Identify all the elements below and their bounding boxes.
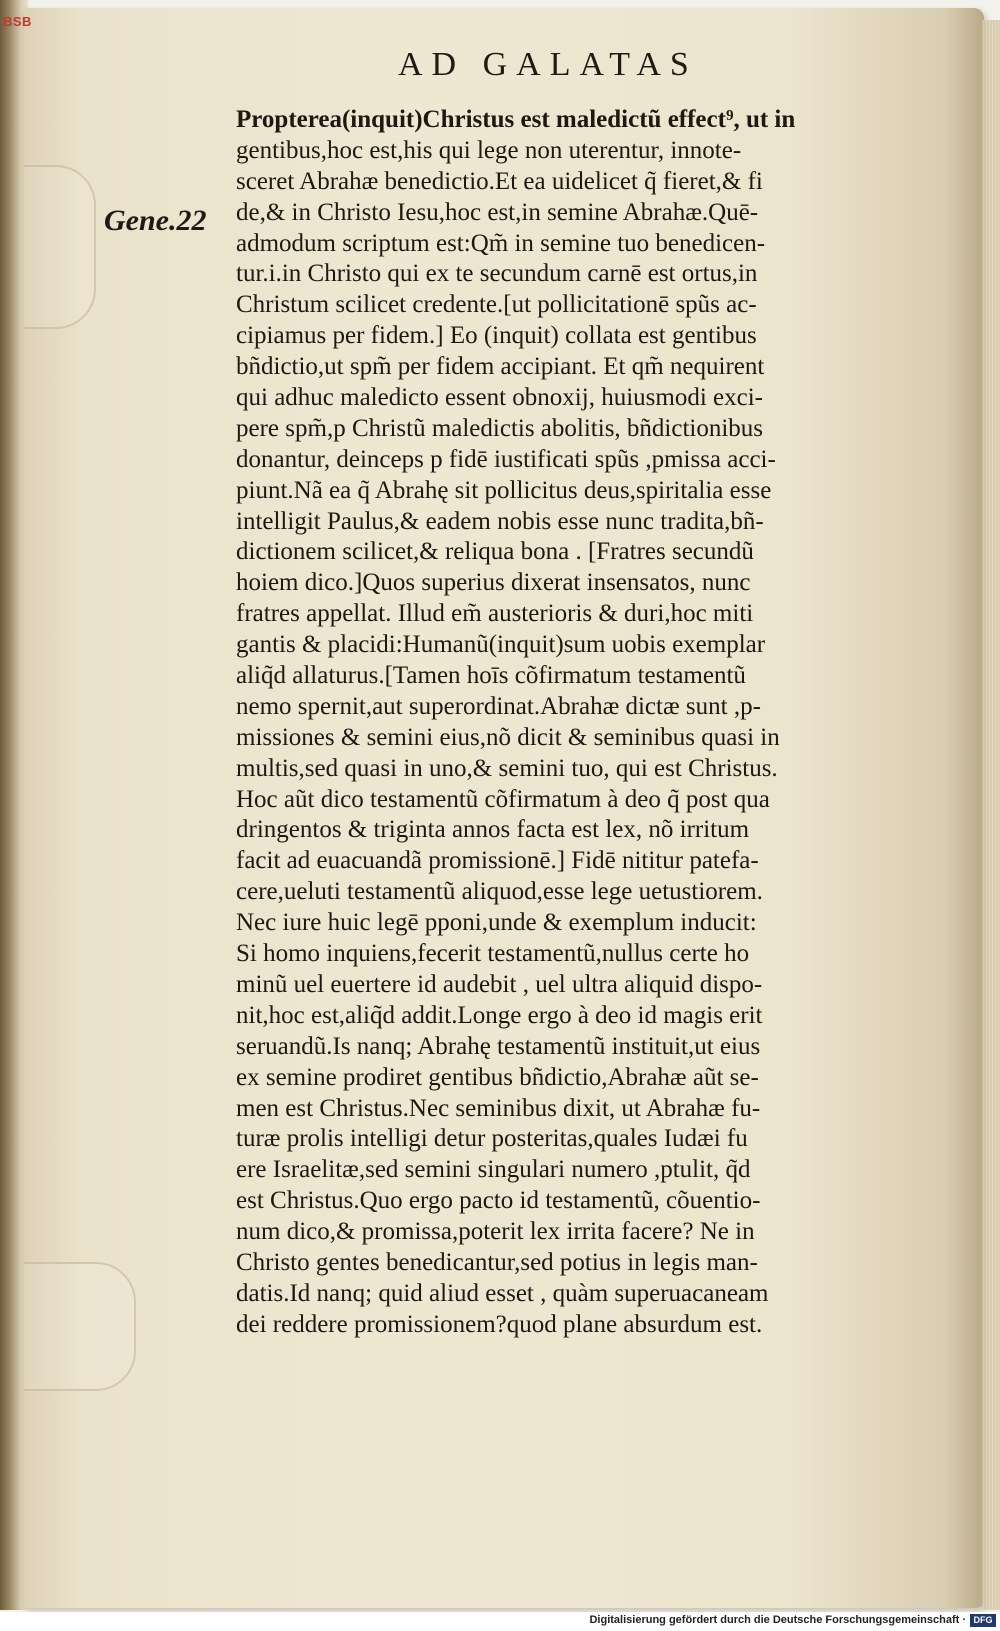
running-head: AD GALATAS [398, 46, 698, 83]
text-line: num dico,& promissa,poterit lex irrita facere? Ne in [236, 1218, 755, 1246]
text-line: hoiem dico.]Quos superius dixerat insensatos, nunc [236, 569, 751, 597]
text-line: facit ad euacuandã promissionē.] Fidē nititur patefa- [236, 847, 759, 875]
text-line: fratres appellat. Illud em̃ austerioris & duri,hoc miti [236, 600, 754, 628]
text-line: bñdictio,ut spm̃ per fidem accipiant. Et qm̃ nequirent [236, 353, 765, 381]
page-edges [982, 20, 1000, 1610]
dfg-logo: DFG [970, 1614, 996, 1627]
text-line: ere Israelitæ,sed semini singulari numero ,ptulit, q̃d [236, 1156, 751, 1184]
text-line: intelligit Paulus,& eadem nobis esse nunc tradita,bñ- [236, 507, 764, 535]
text-line: pere spm̃,p Christũ maledictis abolitis, bñdictionibus [236, 414, 764, 442]
text-line: Hoc aũt dico testamentũ cõfirmatum à deo q̃ post qua [236, 785, 770, 813]
page-fold-mark [24, 1262, 136, 1391]
text-line: minũ uel euertere id audebit , uel ultra aliquid dispo- [236, 970, 763, 998]
text-line: dringentos & triginta annos facta est lex, nõ irritum [236, 816, 750, 844]
text-line: cipiamus per fidem.] Eo (inquit) collata est gentibus [236, 322, 757, 350]
text-line: missiones & semini eius,nõ dicit & seminibus quasi in [236, 723, 780, 751]
text-line: Propterea(inquit)Christus est maledictũ effect⁹, ut in [236, 106, 796, 133]
text-line: seruandũ.Is nanq; Abrahę testamentũ instituit,ut eius [236, 1032, 761, 1060]
text-line: dictionem scilicet,& reliqua bona . [Fratres secundũ [236, 538, 754, 566]
text-line: gentibus,hoc est,his qui lege non uterentur, innote- [236, 136, 742, 164]
text-line: multis,sed quasi in uno,& semini tuo, qui est Christus. [236, 754, 778, 782]
text-line: Christo gentes benedicantur,sed potius in legis man- [236, 1248, 758, 1276]
text-line: de,& in Christo Iesu,hoc est,in semine Abrahæ.Quē- [236, 198, 759, 226]
margin-note: Gene.22 [104, 204, 207, 237]
text-line: dei reddere promissionem?quod plane absurdum est. [236, 1310, 763, 1338]
text-line: tur.i.in Christo qui ex te secundum carnē est ortus,in [236, 260, 758, 288]
text-line: ex semine prodiret gentibus bñdictio,Abrahæ aũt se- [236, 1063, 759, 1091]
text-line: nit,hoc est,aliq̃d addit.Longe ergo à deo id magis erit [236, 1001, 763, 1029]
text-line: Christum scilicet credente.[ut pollicitationē spũs ac- [236, 291, 757, 319]
body-text [236, 105, 936, 1341]
text-line: donantur, deinceps p fidē iustificati spũs ,pmissa acci- [236, 445, 776, 473]
text-line: qui adhuc maledicto essent obnoxij, huiusmodi exci- [236, 384, 763, 412]
text-line: piunt.Nã ea q̃ Abrahę sit pollicitus deus,spiritalia esse [236, 476, 772, 504]
text-line: admodum scriptum est:Qm̃ in semine tuo benedicen- [236, 229, 766, 257]
text-line: gantis & placidi:Humanũ(inquit)sum uobis exemplar [236, 631, 766, 659]
text-line: cere,ueluti testamentũ aliquod,esse lege uetustiorem. [236, 878, 763, 906]
page-fold-mark [24, 165, 96, 329]
funding-credit: Digitalisierung gefördert durch die Deutsche Forschungsgemeinschaft · [589, 1614, 966, 1626]
text-line: Nec iure huic legē pponi,unde & exemplum inducit: [236, 909, 757, 937]
text-line: Si homo inquiens,fecerit testamentũ,nullus certe ho [236, 940, 750, 968]
text-line: sceret Abrahæ benedictio.Et ea uidelicet q̃ fieret,& fi [236, 167, 763, 195]
text-line: datis.Id nanq; quid aliud esset , quàm superuacaneam [236, 1279, 769, 1307]
library-mark: BSB [3, 14, 32, 29]
text-line: est Christus.Quo ergo pacto id testamentũ, cõuentio- [236, 1187, 761, 1215]
text-line: aliq̃d allaturus.[Tamen hoīs cõfirmatum testamentũ [236, 662, 746, 690]
text-line: turæ prolis intelligi detur posteritas,quales Iudæi fu [236, 1125, 748, 1153]
footer-bar [0, 1612, 1000, 1631]
text-line: men est Christus.Nec seminibus dixit, ut Abrahæ fu- [236, 1094, 761, 1122]
text-line: nemo spernit,aut superordinat.Abrahæ dictæ sunt ,p- [236, 692, 761, 720]
